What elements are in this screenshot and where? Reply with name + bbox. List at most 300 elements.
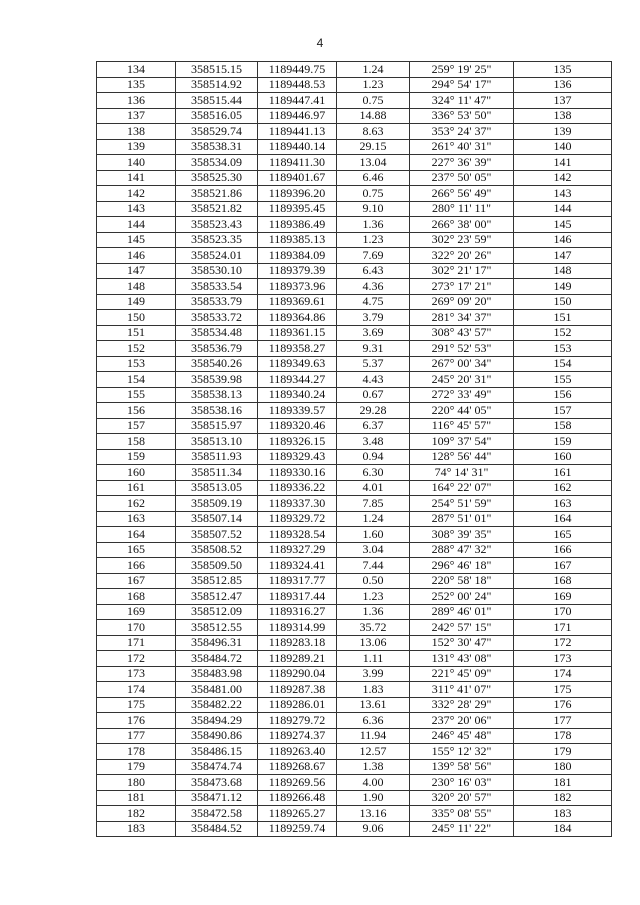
bearing-cell: 131° 43' 08" [410,651,514,667]
point-from-cell: 135 [97,77,176,93]
y-coordinate-cell: 1189279.72 [258,713,337,729]
x-coordinate-cell: 358472.58 [176,806,258,822]
table-row [97,558,612,574]
point-to-cell: 184 [514,821,612,837]
table-row [97,620,612,636]
point-from-cell: 158 [97,434,176,450]
coordinates-table [96,61,612,837]
table-row [97,403,612,419]
point-from-cell: 153 [97,356,176,372]
x-coordinate-cell: 358538.16 [176,403,258,419]
distance-cell: 3.99 [337,666,410,682]
x-coordinate-cell: 358523.35 [176,232,258,248]
distance-cell: 0.75 [337,93,410,109]
x-coordinate-cell: 358494.29 [176,713,258,729]
table-row [97,418,612,434]
bearing-cell: 237° 20' 06" [410,713,514,729]
distance-cell: 11.94 [337,728,410,744]
distance-cell: 4.36 [337,279,410,295]
y-coordinate-cell: 1189283.18 [258,635,337,651]
y-coordinate-cell: 1189361.15 [258,325,337,341]
bearing-cell: 155° 12' 32" [410,744,514,760]
x-coordinate-cell: 358524.01 [176,248,258,264]
table-row [97,666,612,682]
point-from-cell: 182 [97,806,176,822]
table-row [97,186,612,202]
y-coordinate-cell: 1189290.04 [258,666,337,682]
point-to-cell: 151 [514,310,612,326]
table-row [97,155,612,171]
distance-cell: 7.44 [337,558,410,574]
table-row [97,170,612,186]
point-from-cell: 149 [97,294,176,310]
y-coordinate-cell: 1189259.74 [258,821,337,837]
point-from-cell: 134 [97,62,176,78]
point-to-cell: 177 [514,713,612,729]
x-coordinate-cell: 358533.54 [176,279,258,295]
y-coordinate-cell: 1189369.61 [258,294,337,310]
y-coordinate-cell: 1189328.54 [258,527,337,543]
x-coordinate-cell: 358516.05 [176,108,258,124]
point-to-cell: 174 [514,666,612,682]
point-to-cell: 172 [514,635,612,651]
table-row [97,790,612,806]
point-to-cell: 136 [514,77,612,93]
bearing-cell: 220° 58' 18" [410,573,514,589]
point-to-cell: 162 [514,480,612,496]
point-to-cell: 167 [514,558,612,574]
point-from-cell: 161 [97,480,176,496]
table-row [97,294,612,310]
point-to-cell: 179 [514,744,612,760]
point-from-cell: 150 [97,310,176,326]
distance-cell: 3.69 [337,325,410,341]
bearing-cell: 322° 20' 26" [410,248,514,264]
bearing-cell: 296° 46' 18" [410,558,514,574]
y-coordinate-cell: 1189286.01 [258,697,337,713]
bearing-cell: 220° 44' 05" [410,403,514,419]
table-row [97,341,612,357]
point-to-cell: 152 [514,325,612,341]
table-row [97,279,612,295]
bearing-cell: 287° 51' 01" [410,511,514,527]
table-row [97,139,612,155]
distance-cell: 4.00 [337,775,410,791]
point-from-cell: 166 [97,558,176,574]
bearing-cell: 242° 57' 15" [410,620,514,636]
y-coordinate-cell: 1189329.43 [258,449,337,465]
point-from-cell: 137 [97,108,176,124]
point-from-cell: 141 [97,170,176,186]
table-row [97,217,612,233]
distance-cell: 1.38 [337,759,410,775]
x-coordinate-cell: 358534.48 [176,325,258,341]
distance-cell: 1.90 [337,790,410,806]
y-coordinate-cell: 1189446.97 [258,108,337,124]
point-from-cell: 142 [97,186,176,202]
point-to-cell: 181 [514,775,612,791]
point-to-cell: 175 [514,682,612,698]
bearing-cell: 139° 58' 56" [410,759,514,775]
point-to-cell: 142 [514,170,612,186]
table-row [97,744,612,760]
distance-cell: 7.69 [337,248,410,264]
point-to-cell: 163 [514,496,612,512]
point-from-cell: 180 [97,775,176,791]
table-row [97,759,612,775]
distance-cell: 0.75 [337,186,410,202]
point-to-cell: 169 [514,589,612,605]
point-to-cell: 178 [514,728,612,744]
table-row [97,387,612,403]
table-row [97,201,612,217]
distance-cell: 9.06 [337,821,410,837]
y-coordinate-cell: 1189447.41 [258,93,337,109]
point-from-cell: 155 [97,387,176,403]
distance-cell: 1.83 [337,682,410,698]
bearing-cell: 280° 11' 11" [410,201,514,217]
x-coordinate-cell: 358512.09 [176,604,258,620]
y-coordinate-cell: 1189320.46 [258,418,337,434]
point-from-cell: 144 [97,217,176,233]
point-to-cell: 180 [514,759,612,775]
bearing-cell: 221° 45' 09" [410,666,514,682]
x-coordinate-cell: 358512.55 [176,620,258,636]
point-from-cell: 140 [97,155,176,171]
point-from-cell: 171 [97,635,176,651]
x-coordinate-cell: 358481.00 [176,682,258,698]
table-row [97,263,612,279]
y-coordinate-cell: 1189330.16 [258,465,337,481]
bearing-cell: 164° 22' 07" [410,480,514,496]
point-to-cell: 171 [514,620,612,636]
y-coordinate-cell: 1189337.30 [258,496,337,512]
y-coordinate-cell: 1189265.27 [258,806,337,822]
distance-cell: 6.30 [337,465,410,481]
point-from-cell: 169 [97,604,176,620]
y-coordinate-cell: 1189395.45 [258,201,337,217]
x-coordinate-cell: 358515.15 [176,62,258,78]
table-row [97,108,612,124]
y-coordinate-cell: 1189329.72 [258,511,337,527]
point-to-cell: 147 [514,248,612,264]
bearing-cell: 152° 30' 47" [410,635,514,651]
point-from-cell: 163 [97,511,176,527]
table-row [97,465,612,481]
bearing-cell: 273° 17' 21" [410,279,514,295]
distance-cell: 1.36 [337,604,410,620]
bearing-cell: 259° 19' 25" [410,62,514,78]
page-number: 4 [316,36,324,50]
distance-cell: 9.31 [337,341,410,357]
x-coordinate-cell: 358533.79 [176,294,258,310]
distance-cell: 6.43 [337,263,410,279]
x-coordinate-cell: 358530.10 [176,263,258,279]
x-coordinate-cell: 358490.86 [176,728,258,744]
point-from-cell: 170 [97,620,176,636]
point-to-cell: 158 [514,418,612,434]
distance-cell: 12.57 [337,744,410,760]
y-coordinate-cell: 1189440.14 [258,139,337,155]
y-coordinate-cell: 1189384.09 [258,248,337,264]
y-coordinate-cell: 1189269.56 [258,775,337,791]
x-coordinate-cell: 358508.52 [176,542,258,558]
point-from-cell: 162 [97,496,176,512]
y-coordinate-cell: 1189449.75 [258,62,337,78]
bearing-cell: 272° 33' 49" [410,387,514,403]
table-row [97,325,612,341]
bearing-cell: 311° 41' 07" [410,682,514,698]
y-coordinate-cell: 1189339.57 [258,403,337,419]
point-to-cell: 153 [514,341,612,357]
y-coordinate-cell: 1189448.53 [258,77,337,93]
x-coordinate-cell: 358484.72 [176,651,258,667]
x-coordinate-cell: 358486.15 [176,744,258,760]
x-coordinate-cell: 358496.31 [176,635,258,651]
x-coordinate-cell: 358515.97 [176,418,258,434]
table-row [97,604,612,620]
distance-cell: 1.36 [337,217,410,233]
bearing-cell: 288° 47' 32" [410,542,514,558]
distance-cell: 29.28 [337,403,410,419]
point-from-cell: 183 [97,821,176,837]
point-from-cell: 138 [97,124,176,140]
table-row [97,62,612,78]
y-coordinate-cell: 1189336.22 [258,480,337,496]
point-to-cell: 165 [514,527,612,543]
distance-cell: 14.88 [337,108,410,124]
y-coordinate-cell: 1189263.40 [258,744,337,760]
point-from-cell: 178 [97,744,176,760]
bearing-cell: 302° 23' 59" [410,232,514,248]
table-row [97,821,612,837]
table-row [97,651,612,667]
point-from-cell: 147 [97,263,176,279]
bearing-cell: 109° 37' 54" [410,434,514,450]
bearing-cell: 269° 09' 20" [410,294,514,310]
y-coordinate-cell: 1189364.86 [258,310,337,326]
bearing-cell: 266° 56' 49" [410,186,514,202]
x-coordinate-cell: 358534.09 [176,155,258,171]
point-to-cell: 135 [514,62,612,78]
point-from-cell: 173 [97,666,176,682]
distance-cell: 1.23 [337,232,410,248]
table-row [97,310,612,326]
bearing-cell: 294° 54' 17" [410,77,514,93]
distance-cell: 5.37 [337,356,410,372]
distance-cell: 13.06 [337,635,410,651]
point-to-cell: 160 [514,449,612,465]
point-from-cell: 177 [97,728,176,744]
distance-cell: 3.48 [337,434,410,450]
x-coordinate-cell: 358515.44 [176,93,258,109]
x-coordinate-cell: 358521.82 [176,201,258,217]
point-to-cell: 155 [514,372,612,388]
y-coordinate-cell: 1189385.13 [258,232,337,248]
y-coordinate-cell: 1189317.77 [258,573,337,589]
x-coordinate-cell: 358507.14 [176,511,258,527]
distance-cell: 1.23 [337,589,410,605]
table-row [97,775,612,791]
distance-cell: 9.10 [337,201,410,217]
point-to-cell: 183 [514,806,612,822]
y-coordinate-cell: 1189317.44 [258,589,337,605]
bearing-cell: 332° 28' 29" [410,697,514,713]
point-from-cell: 146 [97,248,176,264]
point-from-cell: 152 [97,341,176,357]
point-to-cell: 144 [514,201,612,217]
table-row [97,449,612,465]
x-coordinate-cell: 358482.22 [176,697,258,713]
table-row [97,248,612,264]
distance-cell: 3.79 [337,310,410,326]
point-from-cell: 143 [97,201,176,217]
y-coordinate-cell: 1189326.15 [258,434,337,450]
point-to-cell: 168 [514,573,612,589]
distance-cell: 13.16 [337,806,410,822]
bearing-cell: 308° 43' 57" [410,325,514,341]
point-to-cell: 149 [514,279,612,295]
bearing-cell: 302° 21' 17" [410,263,514,279]
table-row [97,372,612,388]
x-coordinate-cell: 358511.34 [176,465,258,481]
coordinates-table-body [97,62,612,837]
point-from-cell: 174 [97,682,176,698]
distance-cell: 1.24 [337,62,410,78]
distance-cell: 4.75 [337,294,410,310]
y-coordinate-cell: 1189274.37 [258,728,337,744]
distance-cell: 35.72 [337,620,410,636]
table-row [97,542,612,558]
distance-cell: 29.15 [337,139,410,155]
point-to-cell: 141 [514,155,612,171]
point-from-cell: 167 [97,573,176,589]
x-coordinate-cell: 358540.26 [176,356,258,372]
point-from-cell: 157 [97,418,176,434]
bearing-cell: 227° 36' 39" [410,155,514,171]
table-row [97,356,612,372]
point-from-cell: 160 [97,465,176,481]
x-coordinate-cell: 358538.13 [176,387,258,403]
bearing-cell: 267° 00' 34" [410,356,514,372]
table-row [97,682,612,698]
distance-cell: 6.46 [337,170,410,186]
point-from-cell: 172 [97,651,176,667]
x-coordinate-cell: 358509.50 [176,558,258,574]
distance-cell: 6.36 [337,713,410,729]
point-from-cell: 136 [97,93,176,109]
y-coordinate-cell: 1189373.96 [258,279,337,295]
table-row [97,697,612,713]
distance-cell: 0.50 [337,573,410,589]
table-row [97,77,612,93]
bearing-cell: 74° 14' 31" [410,465,514,481]
point-to-cell: 154 [514,356,612,372]
table-row [97,232,612,248]
distance-cell: 6.37 [337,418,410,434]
distance-cell: 1.11 [337,651,410,667]
point-from-cell: 168 [97,589,176,605]
point-from-cell: 179 [97,759,176,775]
point-from-cell: 159 [97,449,176,465]
x-coordinate-cell: 358513.10 [176,434,258,450]
x-coordinate-cell: 358474.74 [176,759,258,775]
table-row [97,496,612,512]
distance-cell: 1.24 [337,511,410,527]
y-coordinate-cell: 1189396.20 [258,186,337,202]
point-from-cell: 145 [97,232,176,248]
point-to-cell: 148 [514,263,612,279]
bearing-cell: 261° 40' 31" [410,139,514,155]
bearing-cell: 230° 16' 03" [410,775,514,791]
distance-cell: 4.01 [337,480,410,496]
point-from-cell: 165 [97,542,176,558]
x-coordinate-cell: 358507.52 [176,527,258,543]
bearing-cell: 335° 08' 55" [410,806,514,822]
distance-cell: 0.67 [337,387,410,403]
bearing-cell: 254° 51' 59" [410,496,514,512]
x-coordinate-cell: 358511.93 [176,449,258,465]
y-coordinate-cell: 1189401.67 [258,170,337,186]
distance-cell: 0.94 [337,449,410,465]
point-from-cell: 156 [97,403,176,419]
x-coordinate-cell: 358521.86 [176,186,258,202]
table-row [97,635,612,651]
table-row [97,573,612,589]
x-coordinate-cell: 358512.85 [176,573,258,589]
distance-cell: 7.85 [337,496,410,512]
table-row [97,480,612,496]
bearing-cell: 252° 00' 24" [410,589,514,605]
bearing-cell: 336° 53' 50" [410,108,514,124]
x-coordinate-cell: 358523.43 [176,217,258,233]
point-from-cell: 164 [97,527,176,543]
table-row [97,93,612,109]
point-from-cell: 154 [97,372,176,388]
y-coordinate-cell: 1189324.41 [258,558,337,574]
bearing-cell: 245° 20' 31" [410,372,514,388]
x-coordinate-cell: 358509.19 [176,496,258,512]
x-coordinate-cell: 358525.30 [176,170,258,186]
x-coordinate-cell: 358538.31 [176,139,258,155]
y-coordinate-cell: 1189266.48 [258,790,337,806]
table-row [97,434,612,450]
distance-cell: 3.04 [337,542,410,558]
point-to-cell: 161 [514,465,612,481]
y-coordinate-cell: 1189379.39 [258,263,337,279]
point-from-cell: 139 [97,139,176,155]
x-coordinate-cell: 358471.12 [176,790,258,806]
bearing-cell: 308° 39' 35" [410,527,514,543]
point-to-cell: 137 [514,93,612,109]
y-coordinate-cell: 1189411.30 [258,155,337,171]
y-coordinate-cell: 1189340.24 [258,387,337,403]
point-from-cell: 181 [97,790,176,806]
table-row [97,713,612,729]
x-coordinate-cell: 358533.72 [176,310,258,326]
point-to-cell: 173 [514,651,612,667]
table-row [97,511,612,527]
y-coordinate-cell: 1189386.49 [258,217,337,233]
point-from-cell: 175 [97,697,176,713]
x-coordinate-cell: 358483.98 [176,666,258,682]
x-coordinate-cell: 358529.74 [176,124,258,140]
bearing-cell: 116° 45' 57" [410,418,514,434]
y-coordinate-cell: 1189314.99 [258,620,337,636]
y-coordinate-cell: 1189289.21 [258,651,337,667]
y-coordinate-cell: 1189316.27 [258,604,337,620]
x-coordinate-cell: 358512.47 [176,589,258,605]
